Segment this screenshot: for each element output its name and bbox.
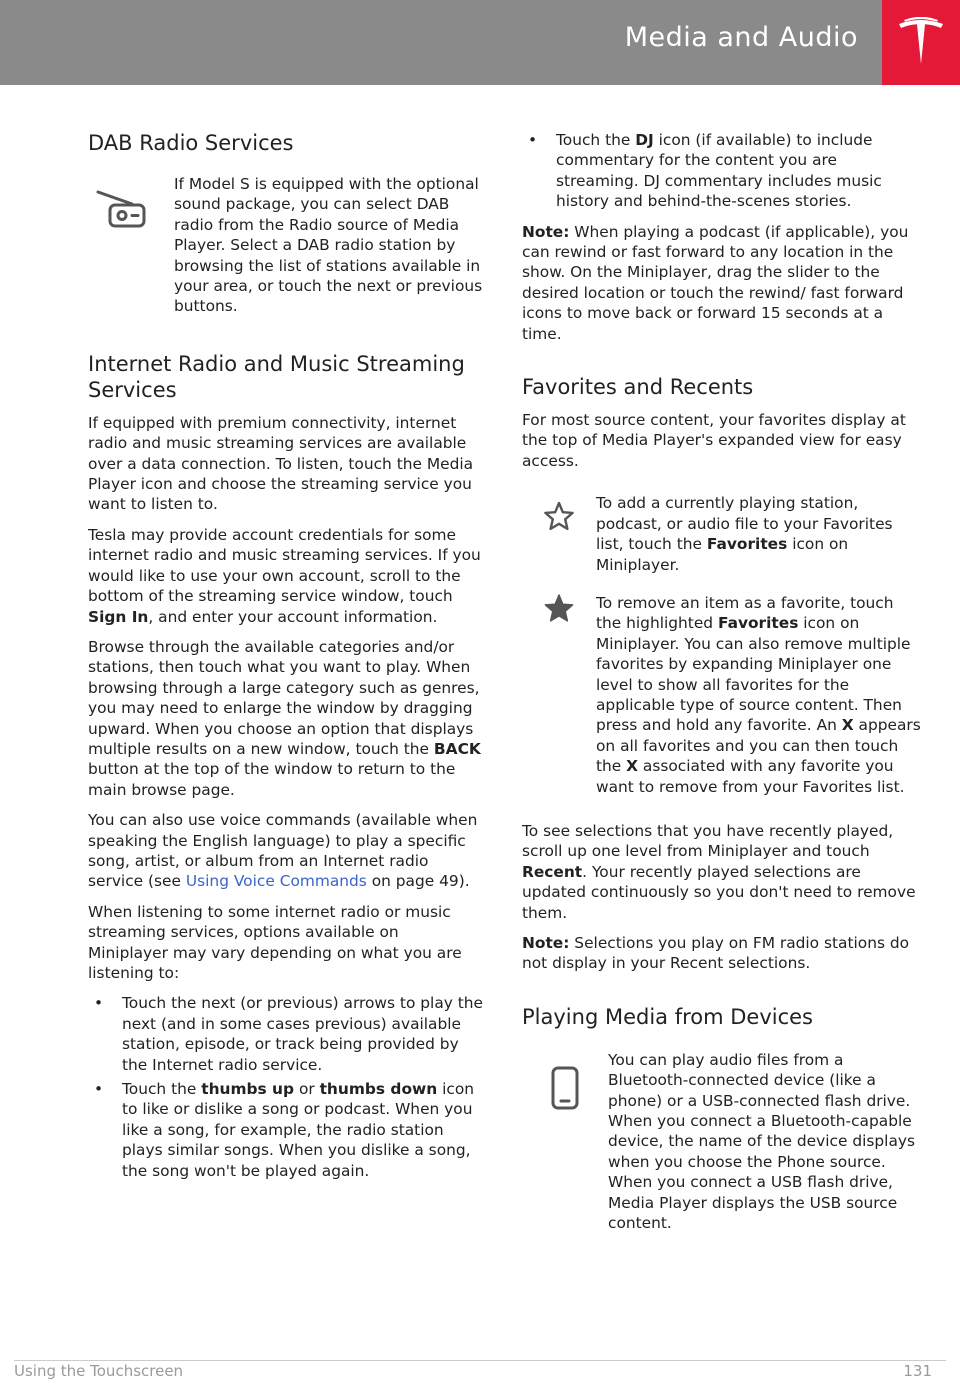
star-outline-icon <box>543 501 575 531</box>
dab-heading: DAB Radio Services <box>88 131 294 155</box>
miniplayer-options-list <box>88 993 483 1181</box>
miniplayer-options-list-cont <box>522 130 922 212</box>
internet-p1: If equipped with premium connectivity, internet radio and music streaming services are available over a data connection. To listen, touch the Media Player icon and choose the streaming service you want to listen to. <box>88 413 474 514</box>
section-title: Media and Audio <box>624 22 858 53</box>
star-outline-icon-cell <box>522 493 596 531</box>
list-item: • Touch the DJ icon (if available) to include commentary for the content you are streaming. DJ commentary includes music history and behind-the-scenes stories. <box>522 130 922 212</box>
back-keyword: BACK <box>433 739 481 758</box>
phone-icon <box>550 1066 580 1110</box>
page-number: 131 <box>903 1362 932 1380</box>
list-item: • Touch the next (or previous) arrows to play the next (and in some cases previous) available station, episode, or track being provided by the Internet radio service. <box>88 993 483 1075</box>
radio-icon <box>88 188 146 232</box>
right-column <box>522 120 922 1253</box>
voice-commands-link[interactable]: Using Voice Commands <box>185 872 367 891</box>
add-favorite-text: To add a currently playing station, podcast, or audio file to your Favorites list, touch the Favorites icon on Miniplayer. <box>596 494 893 574</box>
devices-block <box>522 1050 922 1234</box>
internet-p5: When listening to some internet radio or music streaming services, options available on Miniplayer may vary depending on what you are listening to: <box>88 902 462 982</box>
tesla-logo-icon <box>897 17 945 69</box>
remove-favorite-text: To remove an item as a favorite, touch the highlighted Favorites icon on Miniplayer. You can also remove multiple favorites by expanding Miniplayer one level to show all favorites for the applicable type of source content. Then press and hold any favorite. An X appears on all favorites and you can then touch the X associated with any favorite you want to remove from your Favorites list. <box>596 593 921 796</box>
sign-in-keyword: Sign In <box>88 607 149 626</box>
star-filled-icon <box>543 593 575 623</box>
star-filled-icon-cell <box>522 593 596 623</box>
dab-block <box>88 174 483 317</box>
internet-radio-heading: Internet Radio and Music Streaming Services <box>88 351 465 402</box>
internet-p4: You can also use voice commands (available when speaking the English language) to play a specific song, artist, or album from an Internet radio service (see Using Voice Commands on page 49). <box>88 811 478 891</box>
internet-p2: Tesla may provide account credentials for some internet radio and music streaming services. If you would like to use your own account, scroll to the bottom of the streaming service window, touch Sign In, and enter your account information. <box>88 525 481 626</box>
fm-note: Note: Selections you play on FM radio stations do not display in your Recent selections. <box>522 934 910 973</box>
left-column <box>88 120 483 1191</box>
dab-text: If Model S is equipped with the optional sound package, you can select DAB radio from the Radio source of Media Player. Select a DAB radio station by browsing the list of stations available in your area, or touch the next or previous buttons. <box>174 175 483 316</box>
tesla-logo-badge <box>882 0 960 85</box>
footer-divider <box>14 1360 946 1361</box>
favorites-intro: For most source content, your favorites display at the top of Media Player's expanded view for easy access. <box>522 411 906 470</box>
recent-paragraph: To see selections that you have recently played, scroll up one level from Miniplayer and touch Recent. Your recently played selections are updated continuously so you don't need to remove them. <box>522 821 916 922</box>
remove-favorite-block <box>522 593 922 797</box>
radio-icon-cell <box>88 174 174 232</box>
podcast-note: Note: When playing a podcast (if applicable), you can rewind or fast forward to any location in the show. On the Miniplayer, drag the slider to the desired location or touch the rewind/ fast forward icons to move back or forward 15 seconds at a time. <box>522 222 909 343</box>
list-item: • Touch the thumbs up or thumbs down icon to like or dislike a song or podcast. When you like a song, for example, the radio station plays similar songs. When you dislike a song, the song won't be played again. <box>88 1079 483 1181</box>
phone-icon-cell <box>522 1050 608 1110</box>
add-favorite-block <box>522 493 922 575</box>
devices-heading: Playing Media from Devices <box>522 1004 813 1029</box>
devices-text: You can play audio files from a Bluetooth-connected device (like a phone) or a USB-connected flash drive. When you connect a Bluetooth-capable device, the name of the device displays when you choose the Phone source. When you connect a USB flash drive, Media Player displays the USB source content. <box>608 1050 916 1233</box>
internet-p3: Browse through the available categories and/or stations, then touch what you want to play. When browsing through a large category such as genres, you may need to enlarge the window by dragging upward. When you choose an option that displays multiple results on a new window, touch the BACK button at the top of the window to return to the main browse page. <box>88 637 481 799</box>
footer-section: Using the Touchscreen <box>14 1362 184 1380</box>
favorites-heading: Favorites and Recents <box>522 375 754 400</box>
page-header <box>0 0 960 85</box>
